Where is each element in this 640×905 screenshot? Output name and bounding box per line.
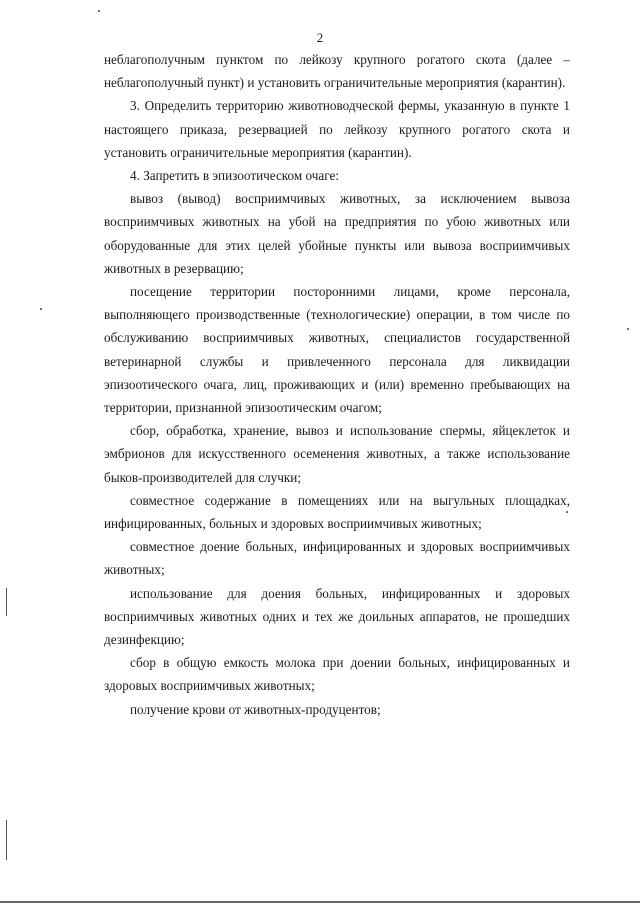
- prohibition-visits: посещение территории посторонними лицами, кроме персонала, выполняющего производственные (технологические) операции, в том числе по обслуживанию восприимчивых животных, специалистов государственной ветеринарной службы и привлеченного персонала для ликвидации эпизоотического очага, лиц, проживающих и (или) временно пребывающих на территории, признанной эпизоотическим очагом;: [104, 284, 570, 416]
- scan-speck: [627, 328, 629, 330]
- scan-bottom-edge: [0, 901, 640, 903]
- scan-margin-mark: [6, 820, 7, 860]
- prohibition-milk-collection: сбор в общую емкость молока при доении больных, инфицированных и здоровых восприимчивых животных;: [104, 655, 570, 694]
- prohibition-export: вывоз (вывод) восприимчивых животных, за исключением вывоза восприимчивых животных на убой на предприятия по убою животных или оборудованные для этих целей убойные пункты или вывоза восприимчивых животных в резервацию;: [104, 191, 570, 276]
- scan-speck: [566, 511, 568, 513]
- page-number: 2: [316, 30, 324, 45]
- prohibition-semen: сбор, обработка, хранение, вывоз и использование спермы, яйцеклеток и эмбрионов для искусственного осеменения животных, а также использование быков-производителей для случки;: [104, 423, 570, 485]
- prohibition-joint-milking: совместное доение больных, инфицированных и здоровых восприимчивых животных;: [104, 539, 570, 578]
- prohibition-blood: получение крови от животных-продуцентов;: [130, 701, 381, 717]
- prohibition-joint-keeping: совместное содержание в помещениях или на выгульных площадках, инфицированных, больных и здоровых восприимчивых животных;: [104, 492, 570, 532]
- paragraph-continuation: неблагополучным пунктом по лейкозу крупного рогатого скота (далее – неблагополучный пункт) и установить ограничительные мероприятия (карантин).: [104, 52, 570, 91]
- scan-margin-mark: [6, 588, 7, 616]
- document-body: [104, 48, 570, 721]
- paragraph-item-3: 3. Определить территорию животноводческой фермы, указанную в пункте 1 настоящего приказа, резервацией по лейкозу крупного рогатого скота и установить ограничительные мероприятия (карантин).: [104, 98, 570, 160]
- scan-speck: [98, 10, 100, 12]
- paragraph-item-4: 4. Запретить в эпизоотическом очаге:: [130, 168, 340, 184]
- scan-speck: [40, 308, 42, 310]
- prohibition-shared-apparatus: использование для доения больных, инфицированных и здоровых восприимчивых животных одних и тех же доильных аппаратов, не прошедших дезинфекцию;: [104, 585, 570, 648]
